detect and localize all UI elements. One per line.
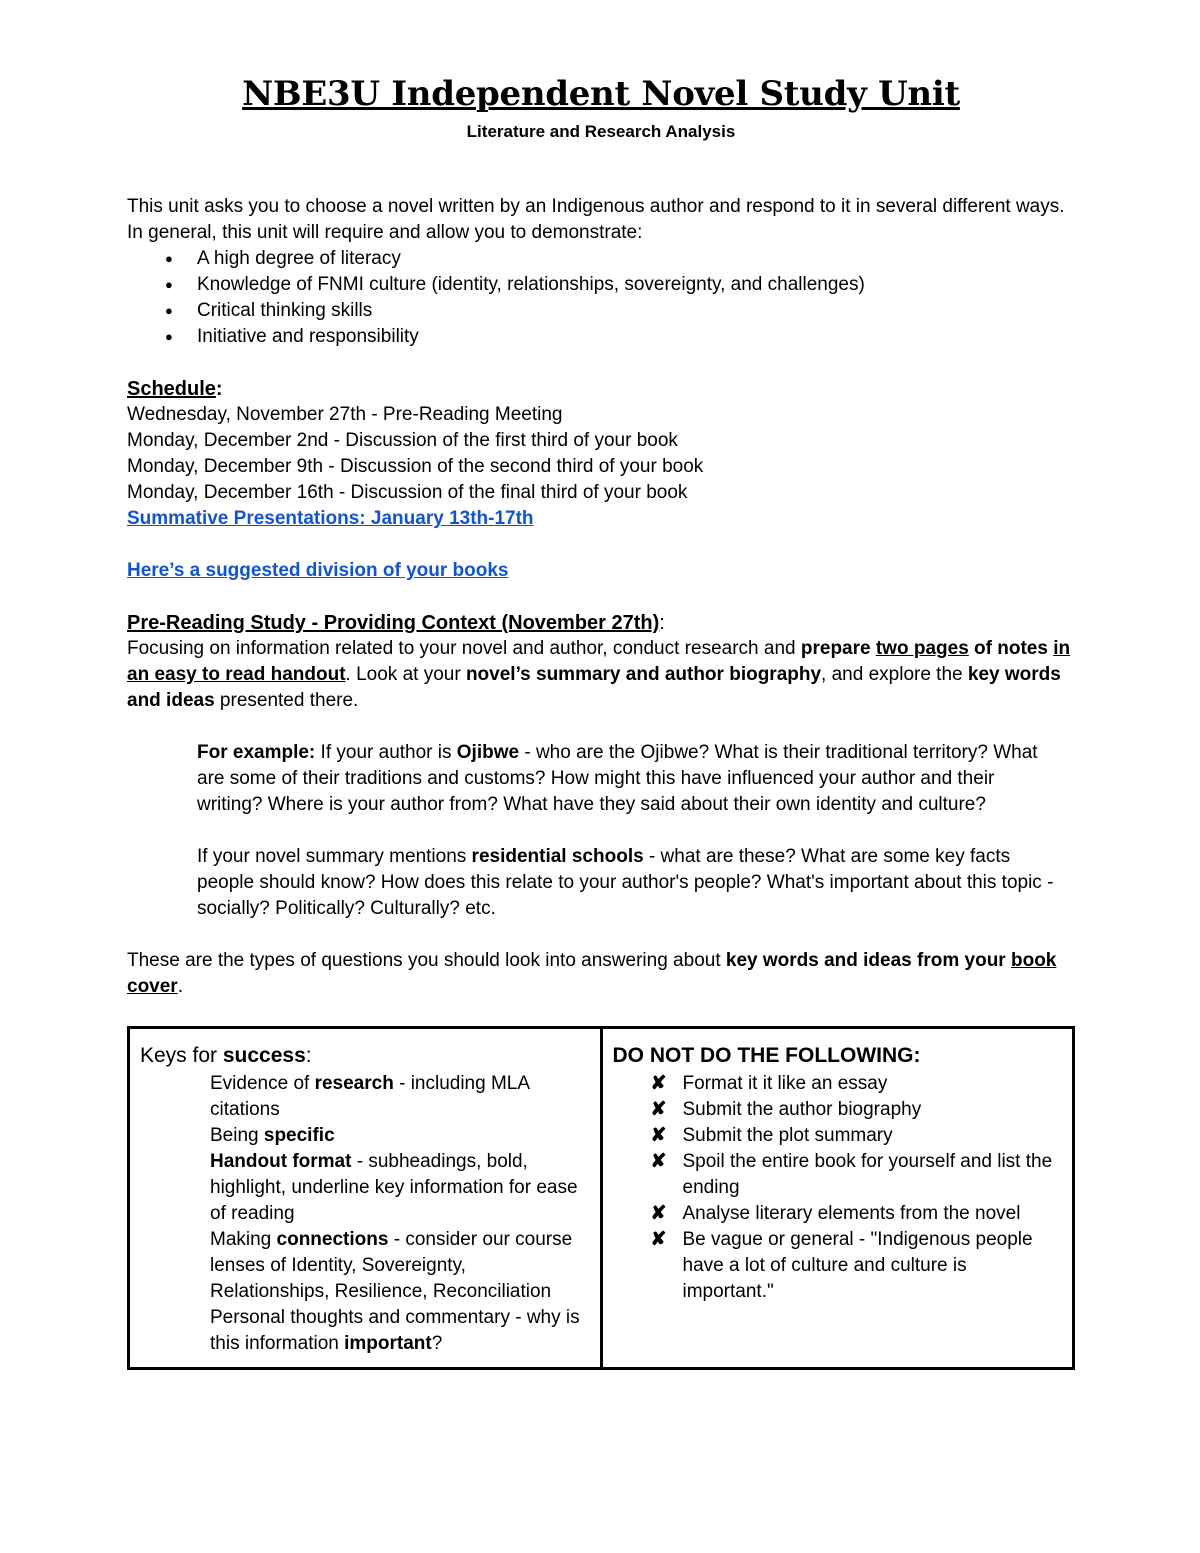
do-not-do-cell xyxy=(601,1028,1074,1369)
prereading-paragraph: Focusing on information related to your novel and author, conduct research and prepare two pages of notes in an easy to read handout. Look at your novel’s summary and author biography, and explore the key words and ideas presented there. xyxy=(127,638,1071,711)
list-item: ✘ Analyse literary elements from the novel xyxy=(613,1201,1063,1227)
cross-icon: ✘ xyxy=(650,1229,667,1250)
example-ojibwe-paragraph: For example: If your author is Ojibwe - who are the Ojibwe? What is their traditional territory? What are some of their traditions and customs? How might this have influenced your author and their writing? Where is your author from? What have they said about their own identity and culture? xyxy=(197,742,1038,815)
bullet-icon: ● xyxy=(165,251,173,266)
list-item: ● Initiative and responsibility xyxy=(127,324,1075,350)
list-item: ✘ Submit the plot summary xyxy=(613,1123,1063,1149)
document-page xyxy=(127,70,1075,1370)
keys-heading: Keys for success: xyxy=(140,1044,312,1067)
list-item: Being specific xyxy=(210,1125,335,1146)
schedule-list xyxy=(127,402,1075,506)
schedule-item: Wednesday, November 27th - Pre-Reading Meeting xyxy=(127,404,563,425)
skills-list xyxy=(127,246,1075,350)
list-item: ✘ Be vague or general - "Indigenous people have a lot of culture and culture is important." xyxy=(650,1229,1033,1302)
cross-icon: ✘ xyxy=(650,1125,667,1146)
cross-icon: ✘ xyxy=(650,1151,667,1172)
list-item: Handout format - subheadings, bold, highlight, underline key information for ease of reading xyxy=(210,1151,578,1224)
schedule-heading: Schedule: xyxy=(127,378,223,400)
schedule-item: Monday, December 2nd - Discussion of the first third of your book xyxy=(127,430,678,451)
example-residential-paragraph: If your novel summary mentions residential schools - what are these? What are some key facts people should know? How does this relate to your author's people? What's important about this topic - socially? Politically? Culturally? etc. xyxy=(197,846,1054,919)
schedule-item: Monday, December 9th - Discussion of the second third of your book xyxy=(127,456,704,477)
intro-paragraph: This unit asks you to choose a novel written by an Indigenous author and respond to it in several different ways. In general, this unit will require and allow you to demonstrate: xyxy=(127,196,1065,243)
cross-icon: ✘ xyxy=(650,1099,667,1120)
bullet-icon: ● xyxy=(165,277,173,292)
schedule-item: Monday, December 16th - Discussion of the final third of your book xyxy=(127,482,688,503)
list-item: Evidence of research - including MLA citations xyxy=(210,1073,529,1120)
do-not-heading: DO NOT DO THE FOLLOWING: xyxy=(612,1044,921,1067)
keys-for-success-cell xyxy=(129,1028,602,1369)
prereading-heading: Pre-Reading Study - Providing Context (November 27th): xyxy=(127,612,665,634)
list-item: ● Critical thinking skills xyxy=(127,298,1075,324)
list-item: Personal thoughts and commentary - why is this information important? xyxy=(210,1307,580,1354)
keys-table xyxy=(127,1026,1075,1370)
keys-list xyxy=(140,1071,590,1357)
page-subtitle: Literature and Research Analysis xyxy=(466,122,736,141)
cross-icon: ✘ xyxy=(650,1203,667,1224)
page-title: NBE3U Independent Novel Study Unit xyxy=(242,74,960,114)
list-item: ✘ Format it it like an essay xyxy=(613,1071,1063,1097)
bullet-icon: ● xyxy=(165,303,173,318)
list-item: ● Knowledge of FNMI culture (identity, relationships, sovereignty, and challenges) xyxy=(127,272,1075,298)
summative-presentations-link[interactable]: Summative Presentations: January 13th-17th xyxy=(127,508,534,529)
cross-icon: ✘ xyxy=(650,1073,667,1094)
list-item: ● A high degree of literacy xyxy=(127,246,1075,272)
book-division-link[interactable]: Here’s a suggested division of your books xyxy=(127,560,509,581)
bullet-icon: ● xyxy=(165,329,173,344)
do-not-list xyxy=(613,1071,1063,1305)
closing-paragraph: These are the types of questions you should look into answering about key words and ideas from your book cover. xyxy=(127,950,1057,997)
list-item: ✘ Submit the author biography xyxy=(613,1097,1063,1123)
list-item: ✘ Spoil the entire book for yourself and list the ending xyxy=(650,1151,1053,1198)
list-item: Making connections - consider our course lenses of Identity, Sovereignty, Relationships, Resilience, Reconciliation xyxy=(210,1229,573,1302)
